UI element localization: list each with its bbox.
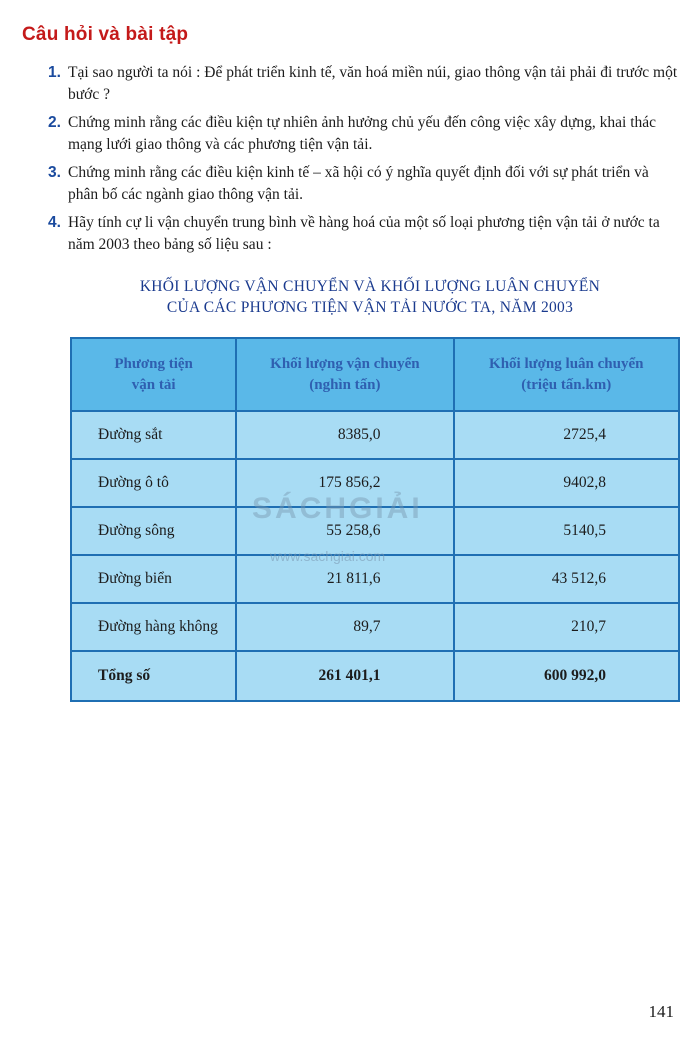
header-vehicle xyxy=(71,338,236,411)
row-freight-volume: 55 258,6 xyxy=(236,507,453,555)
section-heading: Câu hỏi và bài tập xyxy=(22,24,189,45)
question-number: 4. xyxy=(48,214,61,231)
table-title-line: KHỐI LƯỢNG VẬN CHUYỂN VÀ KHỐI LƯỢNG LUÂN CHUYỂN xyxy=(139,278,601,295)
header-freight-turnover xyxy=(454,338,679,411)
row-freight-volume: 21 811,6 xyxy=(236,555,453,603)
question-text: Hãy tính cự li vận chuyển trung bình về hàng hoá của một số loại phương tiện vận tải ở nước ta năm 2003 theo bảng số liệu sau : xyxy=(68,214,660,253)
watermark-logo: SÁCHGIẢI xyxy=(252,492,423,525)
question-text: Chứng minh rằng các điều kiện tự nhiên ảnh hưởng chủ yếu đến công việc xây dựng, khai thác mạng lưới giao thông và các phương tiện vận tải. xyxy=(68,114,657,153)
row-vehicle: Đường ô tô xyxy=(71,459,236,507)
row-vehicle: Đường hàng không xyxy=(71,603,236,651)
question-number: 1. xyxy=(48,64,61,81)
row-freight-turnover: 43 512,6 xyxy=(454,555,679,603)
table-header-row xyxy=(71,338,679,411)
header-line: Khối lượng vận chuyển xyxy=(270,355,420,372)
question-list xyxy=(48,62,680,262)
table-title-line: CỦA CÁC PHƯƠNG TIỆN VẬN TẢI NƯỚC TA, NĂM 2003 xyxy=(166,299,574,316)
row-vehicle: Đường sông xyxy=(71,507,236,555)
total-freight-turnover: 600 992,0 xyxy=(454,651,679,701)
header-line: (triệu tấn.km) xyxy=(521,376,612,393)
question-item xyxy=(48,162,680,206)
question-item xyxy=(48,62,680,106)
row-freight-volume: 8385,0 xyxy=(236,411,453,459)
header-line: (nghìn tấn) xyxy=(309,376,381,393)
table-title xyxy=(60,276,680,318)
row-freight-volume: 89,7 xyxy=(236,603,453,651)
header-freight-volume xyxy=(236,338,453,411)
question-item xyxy=(48,212,680,256)
question-number: 3. xyxy=(48,164,61,181)
row-freight-turnover: 9402,8 xyxy=(454,459,679,507)
table-row xyxy=(71,603,679,651)
row-freight-volume: 175 856,2 xyxy=(236,459,453,507)
table-row xyxy=(71,411,679,459)
question-number: 2. xyxy=(48,114,61,131)
header-line: Phương tiện xyxy=(114,355,193,372)
watermark-url: www.sachgiai.com xyxy=(270,548,386,564)
total-label: Tổng số xyxy=(71,651,236,701)
header-line: Khối lượng luân chuyển xyxy=(489,355,644,372)
row-vehicle: Đường sắt xyxy=(71,411,236,459)
total-freight-volume: 261 401,1 xyxy=(236,651,453,701)
row-vehicle: Đường biển xyxy=(71,555,236,603)
question-text: Chứng minh rằng các điều kiện kinh tế – xã hội có ý nghĩa quyết định đối với sự phát triển và phân bố các ngành giao thông vận tải. xyxy=(68,164,649,203)
question-text: Tại sao người ta nói : Để phát triển kinh tế, văn hoá miền núi, giao thông vận tải phải đi trước một bước ? xyxy=(68,64,678,103)
row-freight-turnover: 2725,4 xyxy=(454,411,679,459)
row-freight-turnover: 5140,5 xyxy=(454,507,679,555)
header-line: vận tải xyxy=(131,376,176,393)
page-number: 141 xyxy=(648,1002,674,1021)
row-freight-turnover: 210,7 xyxy=(454,603,679,651)
table-total-row xyxy=(71,651,679,701)
question-item xyxy=(48,112,680,156)
